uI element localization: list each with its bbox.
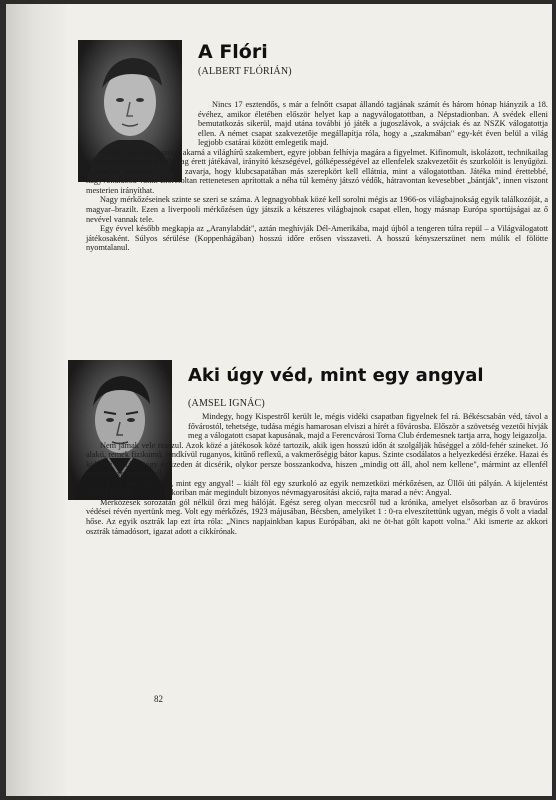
article-albert xyxy=(198,42,548,77)
paragraph: Mérkőzések sorozatán gól nélkül őrzi meg hálóját. Egész sereg olyan meccsről tud a krónika, amelyet elsősorban az ő bravúros védései révén nyertünk meg. Volt egy mérkőzés, 1923 májusában, Bécsben, amelyiket 1 : 0-ra elveszítettünk ugyan, mégis ő volt a viadal hőse. Az egyik osztrák lap ezt írta róla: „Nincs napjainkban kapus Európában, aki ne öt-hat gólt kapott volna." Aki ismerte az akkori osztrák támadósort, igazat adott a cikkírónak. xyxy=(86,497,548,536)
page-number: 82 xyxy=(154,694,163,704)
paragraph: Egy évvel később megkapja az „Aranylabdát", aztán meghívják Dél-Amerikába, majd újból a tengeren túlra repül – a Világválogatott játékosaként. Súlyos sérülése (Koppenhágában) hosszú időre erősen visszaveti. A hosszú kényszerszünet nem múlik el fölötte nyomtalanul. xyxy=(86,224,548,253)
page-gutter-shadow xyxy=(6,4,66,796)
article-subtitle: (AMSEL IGNÁC) xyxy=(188,397,265,409)
paragraph: Mindegy, hogy Kispestről került le, mégis vidéki csapatban figyelnek fel rá. Békéscsabán véd, távol a fővárostól, tehetsége, tudása mégis hamarosan elviszi a hírét a fővárosba. Először a szövetség vezetői hívják meg a válogatott csapat kapusának, majd a Ferencvárosi Torna Club érdemesnek tartja arra, hogy leigazolja. xyxy=(188,412,548,441)
article-body xyxy=(86,412,548,536)
article-subtitle: (ALBERT FLÓRIÁN) xyxy=(198,65,292,77)
article-title: Aki úgy véd, mint egy angyal xyxy=(188,365,484,386)
article-body xyxy=(86,100,548,253)
article-title: A Flóri xyxy=(198,41,268,63)
paragraph: – Ez a Náci úgy véd, mint egy angyal! – kiált föl egy szurkoló az egyik nemzetközi mérkőzésen, az Üllői úti pályán. A kijelentést többen hallják, s mivel akkoriban már megindult bizonyos névmagyarosítási akció, rajta marad a név: Angyal. xyxy=(86,478,548,498)
article-amsel xyxy=(188,366,548,409)
paragraph: Nagy mérkőzéseinek szinte se szeri se száma. A legnagyobbak közé kell sorolni mégis az 1966-os világbajnokság egyik találkozóját, a magyar–brazilt. Ezen a liverpooli mérkőzésen úgy játszik a kétszeres világbajnok csapat ellen, hogy másnap Európa sportújságai az ő nevével vannak tele. xyxy=(86,195,548,224)
paragraph: Nem jámak vele rosszul. Azok közé a játékosok közé tartozik, akik igen hosszú időn át szolgálják hűséggel a zöld-fehér szineket. Jó alakú, remek fizikumú, rendkívül ruganyos, kitűnő reflexű, a vakmerőségig bátor kapus. Szinte csodálatos a helyezkedési érzéke. Hazai és külföldi csatárok egy évtizeden át dicsérik, olykor persze bosszankodva, hiszen „mindig ott áll, ahol nem kellene", mármint az ellenfél csatárai szempontjából. xyxy=(86,440,548,479)
book-page xyxy=(6,4,552,796)
paragraph: Nincs 17 esztendős, s már a felnőtt csapat állandó tagjának számít és három hónap hiányzik a 18. évéhez, amikor életében először helyet kap a nagyválogatottban, a Népstadionban. A svédek elleni bemutatkozás sikerül, majd utána további jó játék a jugoszlávok, a svájciak és az NSZK válogatottja ellen. A német csapat szakvezetője megállapítja róla, hogy a „szakmában" egy-két éven belül a világ legjobb csatárai között emlegetik majd. xyxy=(198,100,548,148)
paragraph: A Flóri, mintha igazolni akarná a világhírű szakembert, egyre jobban felhívja magára a figyelmet. Kifinomult, iskolázott, technikailag tökéletesre csiszolt, taktikailag érett játékával, irányító készségével, gólképességével az ellenfelek szakvezetőit és szurkolóit is lenyűgözi. A későbbi években az sem zavarja, hogy klubcsapatában más szerepkört kell ellátnia, mint a válogatottban. Játéka mind érettebbé, nagyvonalúbbá válik. Előretoltan rettenetesen aprítottak a néha túl kemény játszó védők, hátravontan kevesebbet „bántják", innen viszont mesterien irányíthat. xyxy=(86,147,548,195)
